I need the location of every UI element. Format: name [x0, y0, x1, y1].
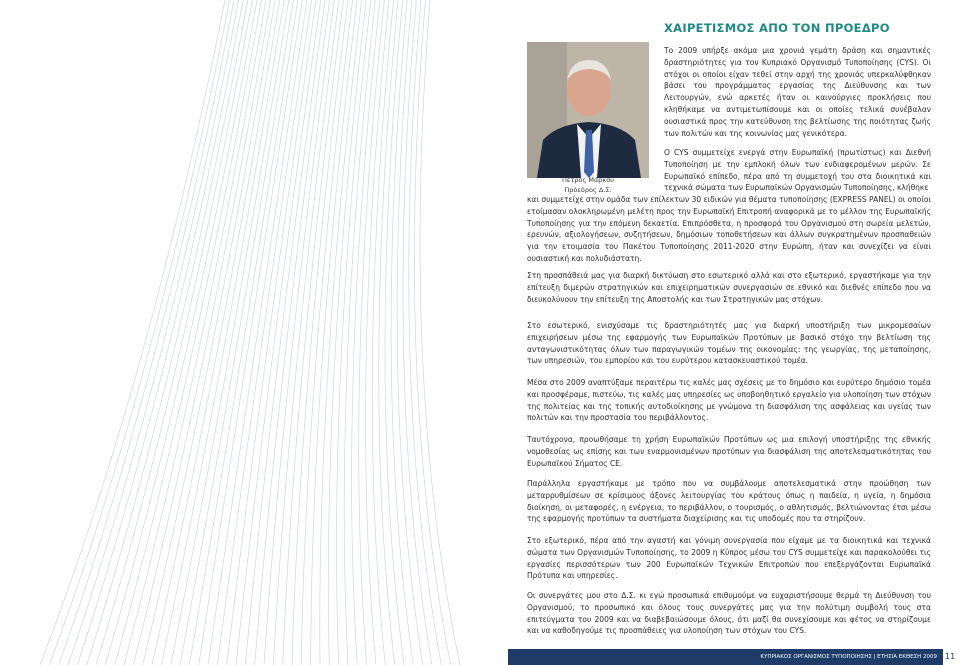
decorative-line: [105, 0, 257, 665]
decorative-line: [124, 0, 266, 665]
paragraph-legislation: Ταυτόχρονα, προωθήσαμε τη χρήση Ευρωπαϊκών Προτύπων ως μια επιλογή υποστήριξης της εθνικής νομοθεσίας ως επίσης και των εναρμονισμένων προτύπων για διασφάλιση της αποτελεσματικότητας του Ευρωπαϊκού Σήματος CE.: [527, 435, 931, 468]
paragraph-standardization-continued: και συμμετείχε στην ομάδα των επίλεκτων 30 ειδικών για θέματα τυποποίησης (EXPRESS PANEL) οι οποίοι ετοίμασαν ολοκληρωμένη μελέτη προς την Ευρωπαϊκή Επιτροπή αναφορικά με το μέλλον της Ευρωπαϊκής Τυποποίησης για την επόμενη δεκαετία. Επιπρόσθετα, η προσφορά του Οργανισμού στη σωρεία μελετών, ερευνών, αξιολογήσεων, συζητήσεων, δημόσιων τοποθετήσεων και άλλων συγκρατημένων προσπαθειών για την ετοιμασία του Πακέτου Τυποποίησης 2011-2020 στην Ευρώπη, ήταν και συνεχίζει να είναι ουσιαστική και πολυδιάστατη.: [527, 195, 931, 263]
decorative-line: [344, 0, 375, 665]
paragraph-networking: Στη προσπάθειά μας για διαρκή δικτύωση στο εσωτερικό αλλά και στο εξωτερικό, εργαστήκαμε για την επίτευξη διμερών στρατηγικών και επιχειρηματικών συνεργασιών σε εθνικό και διεθνές επίπεδο που να διευκολύνουν την επίτευξη της Αποστολής και των Στρατηγικών μας στόχων.: [527, 271, 931, 304]
president-portrait: [527, 42, 649, 178]
decorative-line: [217, 0, 311, 665]
decorative-line: [115, 0, 262, 665]
decorative-line: [336, 0, 370, 665]
paragraph-reforms: Παράλληλα εργαστήκαμε με τρόπο που να συμβάλουμε αποτελεσματικά στην προώθηση των μεταρρυθμίσεων σε κρίσιμους άξονες λειτουργίας του κράτους όπως η παιδεία, η υγεία, η δημόσια διοίκηση, οι μεταφορές, η ενέργεια, το περιβάλλον, ο τουρισμός, ο αθλητισμός, βελτιώνοντας έτσι μέσω της εφαρμογής προτύπων τα συστήματα διαχείρισης και τις υποδομές που τα στηρίζουν.: [527, 479, 931, 524]
decorative-line: [264, 0, 334, 665]
decorative-line: [359, 0, 385, 665]
paragraph-international: Στο εξωτερικό, πέρα από την αγαστή και γόνιμη συνεργασία που είχαμε με τα διοικητικά και τεχνικά σώματα των Οργανισμών Τυποποίησης, το 2009 η Κύπρος μέσω του CYS συμμετείχε και παρακολούθει τις εργασίες περισσότερων των 200 Ευρωπαϊκών Τεχνικών Επιτροπών που επεξεργάζονται Ευρωπαϊκά Πρότυπα και υπηρεσίες.: [527, 536, 931, 581]
decorative-line: [385, 0, 404, 665]
paragraph-thanks: Οι συνεργάτες μου στο Δ.Σ. κι εγώ προσωπικά επιθυμούμε να ευχαριστήσουμε θερμά τη Διεύθυνση του Οργανισμού, το προσωπικό και όλους τους συνεργάτες μας για την πολύτιμη συμβολή τους στα επιτεύγματα του 2009 και να διαβεβαιώσουμε όλους, ότι μαζί θα συνεχίσουμε και φέτος να στηρίζουμε και να καθοδηγούμε τις προσπάθειες για υλοποίηση των στόχων του CYS.: [527, 591, 931, 636]
decorative-line: [409, 0, 442, 665]
photo-caption: [527, 176, 649, 195]
paragraph-domestic: Στο εσωτερικό, ενισχύσαμε τις δραστηριότητές μας για διαρκή υποστήριξη των μικρομεσαίων επιχειρήσεων μέσω της εφαρμογής των Ευρωπαϊκών Προτύπων με βασικό στόχο την βελτίωση της ανταγωνιστικότητας όλων των παραγωγικών τομέων της οικονομίας: της γεωργίας, της μεταποίησης, των υπηρεσιών, του εμπορίου και του ευρύτερου κατασκευαστικού τομέα.: [527, 321, 931, 366]
decorative-line: [68, 0, 239, 665]
decorative-line: [152, 0, 280, 665]
decorative-line: [352, 0, 380, 665]
decorative-line: [379, 0, 398, 665]
decorative-line: [59, 0, 234, 665]
caption-role: Πρόεδρος Δ.Σ.: [564, 185, 612, 194]
footer-bar: [508, 649, 943, 665]
decorative-line: [403, 0, 432, 665]
paragraph-intro: Το 2009 υπήρξε ακόμα μια χρονιά γεμάτη δράση και σημαντικές δραστηριότητες για τον Κυπριακό Οργανισμό Τυποποίησης (CYS). Οι στόχοι οι οποίοι είχαν τεθεί στην αρχή της χρονιάς υπερκαλύφθηκαν βάσει του προγράμματος εργασίας της Διεύθυνσης και των Λειτουργών, ενώ αρκετές ήταν οι καινούργιες προκλήσεις που κληθήκαμε να αντιμετωπίσουμε και οι οποίες τελικά συνέβαλαν ουσιαστικά προς την κατεύθυνση της βελτίωσης της ποιότητας ζωής των πολιτών και της κοινωνίας μας γενικότερα.: [664, 46, 931, 138]
page-number: 11: [945, 652, 956, 661]
decorative-line: [40, 0, 225, 665]
footer-text: ΚΥΠΡΙΑΚΟΣ ΟΡΓΑΝΙΣΜΟΣ ΤΥΠΟΠΟΙΗΣΗΣ | ΕΤΗΣΙΑ ΕΚΘΕΣΗ 2009: [760, 654, 937, 660]
caption-name: Πέτρος Μάρκου: [562, 176, 614, 184]
decorative-line: [180, 0, 293, 665]
paragraph-public-sector: Μέσα στο 2009 αναπτύξαμε περαιτέρω τις καλές μας σχέσεις με το δημόσιο και ευρύτερο δημόσιο τομέα και προσφέραμε, πιστεύω, τις καλές μας υπηρεσίες ως υποβοηθητικό εργαλείο για υλοποίηση των στόχων της πολιτείας και της τοπικής αυτοδιοίκησης με γνώμονα τη διασφάλιση της ασφάλειας και υγείας των πολιτών και την προστασία του περιβάλλοντος.: [527, 378, 931, 423]
paragraph-standardization-start: Ο CYS συμμετείχε ενεργά στην Ευρωπαϊκή (πρωτίστως) και Διεθνή Τυποποίηση με την εμπλοκή όλων των ενδιαφερομένων μερών. Σε Ευρωπαϊκό επίπεδο, πέρα από τη συμμετοχή του στα διοικητικά και τεχνικά σώματα των Ευρωπαϊκών Οργανισμών Τυποποίησης, κλήθηκε: [664, 148, 931, 193]
decorative-line: [414, 0, 450, 665]
decorative-line: [372, 0, 393, 665]
page-title: ΧΑΙΡΕΤΙΣΜΟΣ ΑΠΟ ΤΟΝ ΠΡΟΕΔΡΟ: [664, 21, 890, 35]
decorative-line: [171, 0, 289, 665]
decorative-line: [236, 0, 321, 665]
decorative-line: [311, 0, 357, 665]
decorative-line: [208, 0, 307, 665]
